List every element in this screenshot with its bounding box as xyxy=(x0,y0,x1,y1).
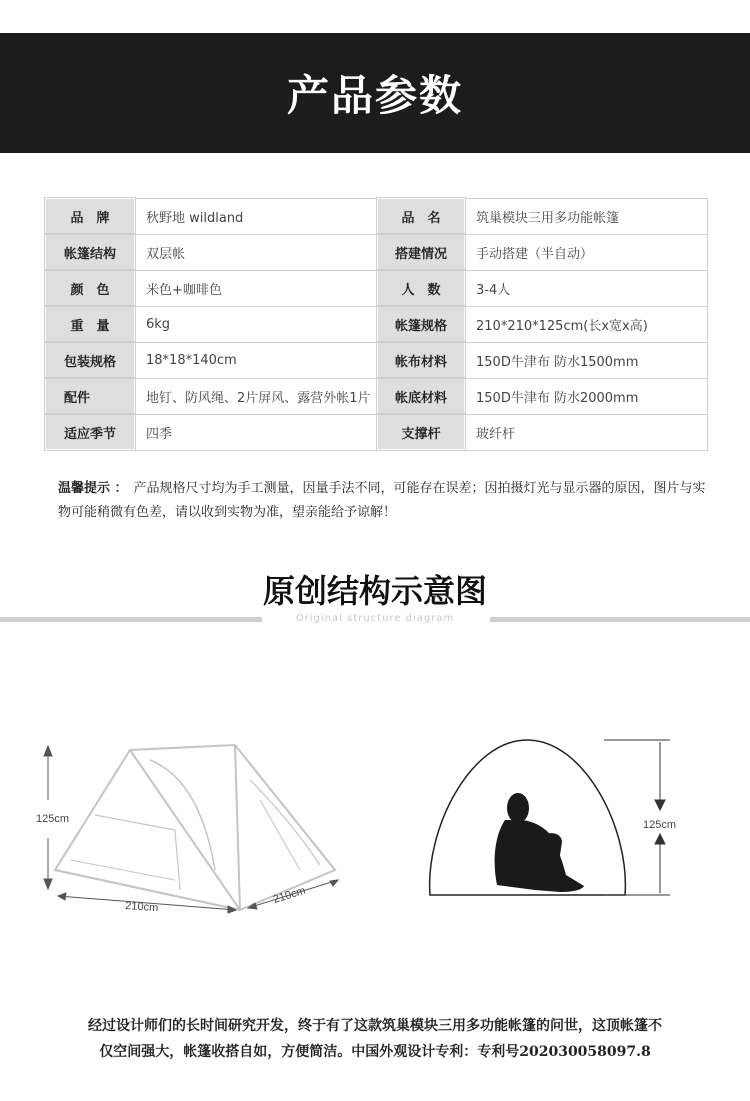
spec-key: 搭建情况 xyxy=(377,234,465,270)
spec-value: 四季 xyxy=(135,414,377,450)
spec-key: 品 牌 xyxy=(45,198,135,234)
spec-table xyxy=(44,197,708,451)
spec-row xyxy=(45,270,707,306)
person-silhouette-icon xyxy=(495,793,584,892)
spec-row xyxy=(45,234,707,270)
spec-row xyxy=(45,306,707,342)
spec-row xyxy=(45,414,707,450)
spec-key: 帐布材料 xyxy=(377,342,465,378)
spec-value: 150D牛津布 防水1500mm xyxy=(465,342,707,378)
footer-line-2: 仅空间强大，帐篷收搭自如，方便简洁。中国外观设计专利：专利号202030058097.8 xyxy=(99,1044,651,1060)
spec-value: 210*210*125cm(长x宽x高) xyxy=(465,306,707,342)
height-arrow-right xyxy=(604,740,670,895)
spec-key: 包装规格 xyxy=(45,342,135,378)
left-height-label: 125cm xyxy=(36,813,70,825)
spec-key: 帐篷规格 xyxy=(377,306,465,342)
tip-notice xyxy=(58,477,708,525)
spec-value: 18*18*140cm xyxy=(135,342,377,378)
spec-key: 帐底材料 xyxy=(377,378,465,414)
spec-value: 地钉、防风绳、2片屏风、露营外帐1片 xyxy=(135,378,377,414)
spec-key: 配件 xyxy=(45,378,135,414)
spec-row xyxy=(45,198,707,234)
spec-value: 6kg xyxy=(135,306,377,342)
footer-description xyxy=(30,1013,720,1065)
spec-key: 帐篷结构 xyxy=(45,234,135,270)
spec-value: 手动搭建（半自动） xyxy=(465,234,707,270)
right-height-label: 125cm xyxy=(643,819,677,831)
header-banner xyxy=(0,33,750,153)
spec-row xyxy=(45,342,707,378)
spec-value: 米色+咖啡色 xyxy=(135,270,377,306)
tip-label: 温馨提示 ： xyxy=(58,481,128,496)
spec-key: 颜 色 xyxy=(45,270,135,306)
spec-value: 筑巢模块三用多功能帐篷 xyxy=(465,198,707,234)
spec-key: 重 量 xyxy=(45,306,135,342)
spec-value: 双层帐 xyxy=(135,234,377,270)
footer-line-1: 经过设计师们的长时间研究开发，终于有了这款筑巢模块三用多功能帐篷的问世，这顶帐篷不 xyxy=(88,1018,662,1034)
tip-text: 产品规格尺寸均为手工测量，因量手法不同，可能存在误差；因拍摄灯光与显示器的原因，图片与实物可能稍微有色差，请以收到实物为准，望亲能给予谅解！ xyxy=(58,481,706,520)
structure-diagram xyxy=(0,720,750,940)
section-subtitle: Original structure diagram xyxy=(295,613,455,624)
spec-key: 支撑杆 xyxy=(377,414,465,450)
section-title: 原创结构示意图 xyxy=(262,572,487,610)
spec-key: 品 名 xyxy=(377,198,465,234)
left-length-label: 210cm xyxy=(124,899,159,915)
spec-value: 秋野地 wildland xyxy=(135,198,377,234)
spec-value: 玻纤杆 xyxy=(465,414,707,450)
spec-key: 适应季节 xyxy=(45,414,135,450)
spec-value: 3-4人 xyxy=(465,270,707,306)
left-width-label: 210cm xyxy=(271,884,308,906)
spec-value: 150D牛津布 防水2000mm xyxy=(465,378,707,414)
page-title: 产品参数 xyxy=(286,71,463,120)
spec-row xyxy=(45,378,707,414)
tent-perspective-illustration xyxy=(55,745,335,910)
spec-key: 人 数 xyxy=(377,270,465,306)
